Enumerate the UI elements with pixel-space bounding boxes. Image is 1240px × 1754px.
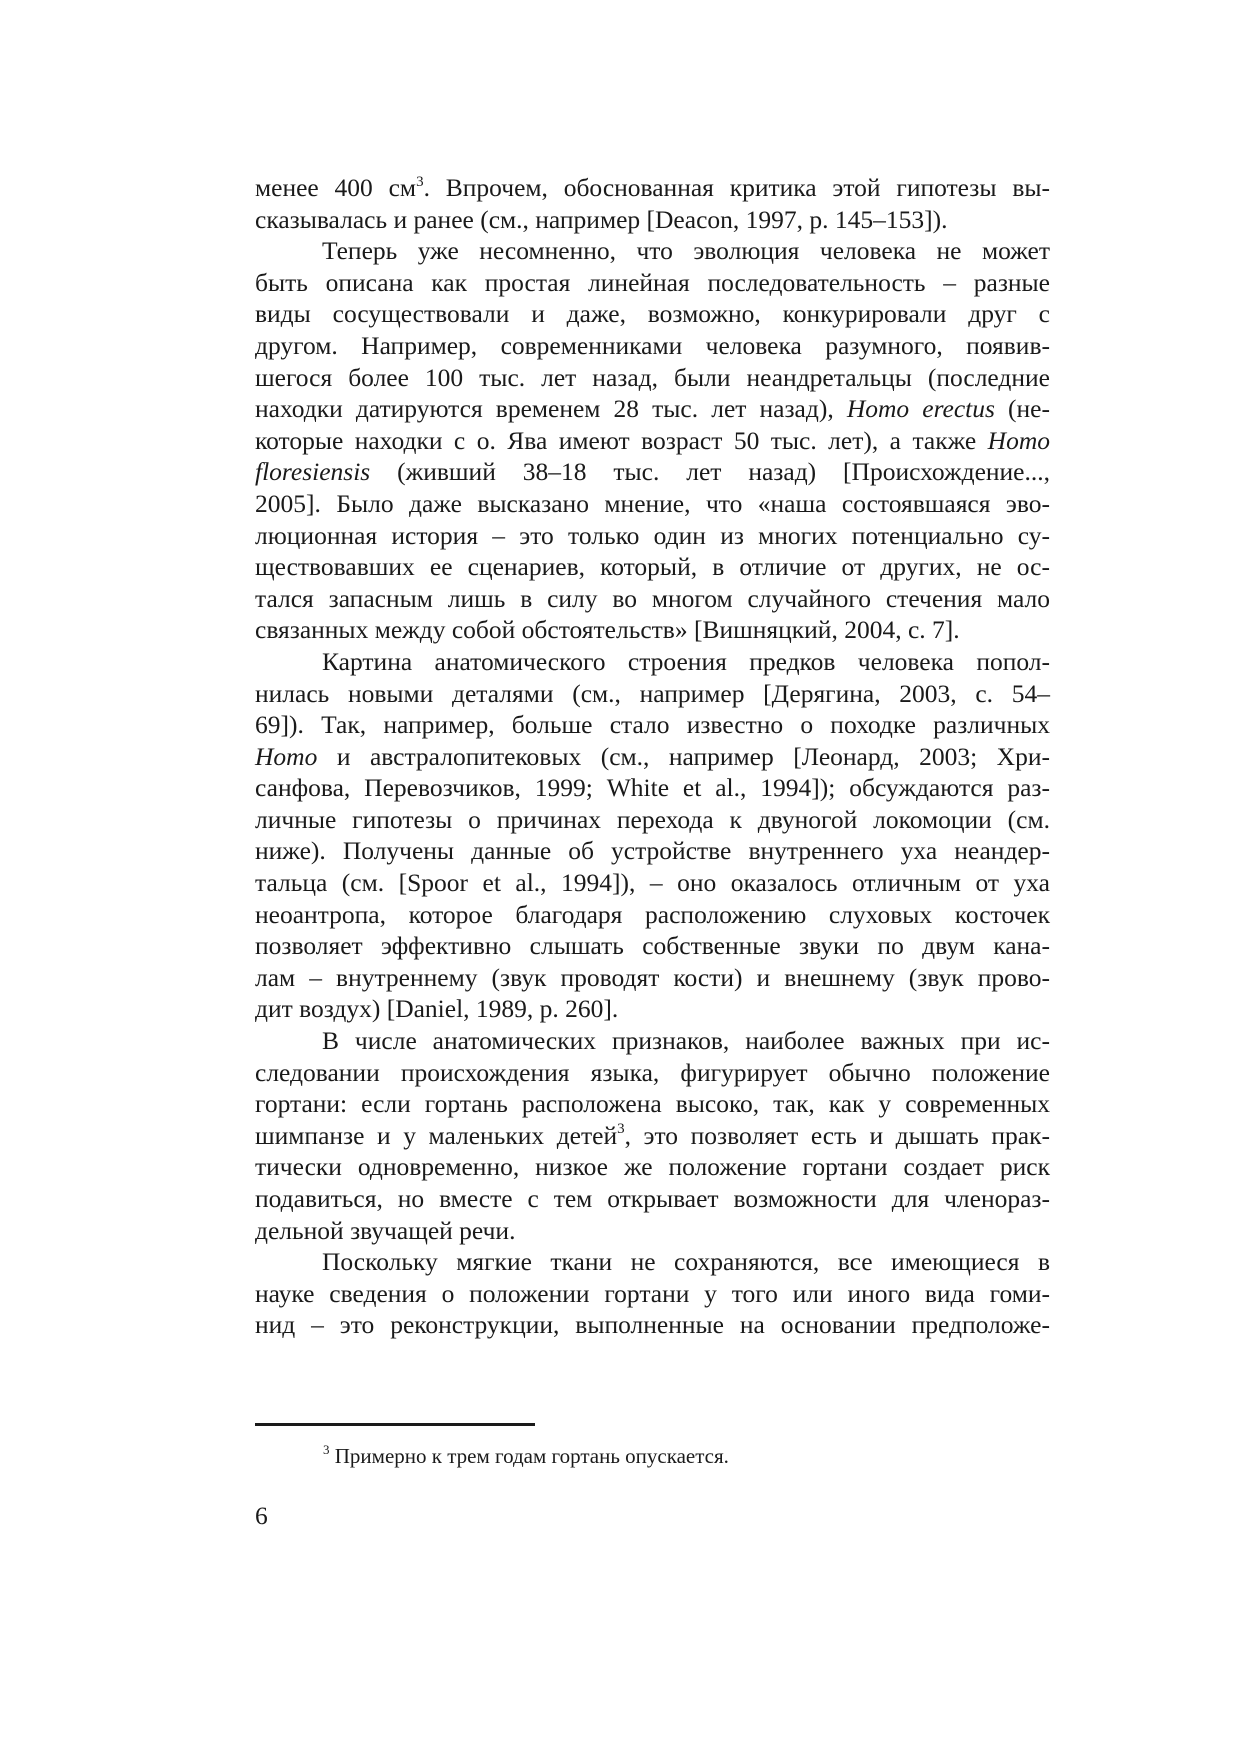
text-line: быть описана как простая линейная последовательность – разные <box>255 267 1050 297</box>
text-line: тически одновременно, низкое же положение гортани создает риск <box>255 1152 1050 1182</box>
footnote-marker: 3 <box>323 1442 330 1457</box>
footnote <box>323 1443 729 1469</box>
text-line: floresiensis (живший 38–18 тыс. лет назад) [Происхождение..., <box>255 457 1050 487</box>
page-number: 6 <box>255 1501 268 1530</box>
text-line: дельной звучащей речи. <box>255 1215 516 1245</box>
text-line: другом. Например, современниками человека разумного, появив- <box>255 330 1050 360</box>
body-text <box>255 172 1050 1341</box>
species-name: Homo erectus <box>846 394 995 424</box>
text-line: 2005]. Было даже высказано мнение, что «наша состоявшаяся эво- <box>255 488 1050 518</box>
text-line: науке сведения о положении гортани у того или иного вида гоми- <box>255 1278 1050 1308</box>
text-line: шегося более 100 тыс. лет назад, были неандретальцы (последние <box>255 362 1050 392</box>
text-line: дит воздух) [Daniel, 1989, p. 260]. <box>255 994 619 1024</box>
text-line: тальца (см. [Spoor et al., 1994]), – оно оказалось отличным от уха <box>255 868 1050 898</box>
footnote-ref: 3 <box>416 173 424 190</box>
text-line: связанных между собой обстоятельств» [Вишняцкий, 2004, с. 7]. <box>255 615 960 645</box>
footnote-separator <box>255 1423 535 1426</box>
paragraph <box>255 172 1050 235</box>
text-line: Картина анатомического строения предков человека попол- <box>322 646 1050 676</box>
text-line: Теперь уже несомненно, что эволюция человека не может <box>322 236 1050 266</box>
species-name: Homo <box>255 741 318 771</box>
paragraph <box>255 235 1050 646</box>
text-line: которые находки с о. Ява имеют возраст 50 тыс. лет), а также Homo <box>255 425 1050 455</box>
text-line: ниже). Получены данные об устройстве внутреннего уха неандер- <box>255 836 1050 866</box>
text-line: виды сосуществовали и даже, возможно, конкурировали друг с <box>255 299 1050 329</box>
footnote-text: Примерно к трем годам гортань опускается. <box>329 1444 729 1468</box>
text-line: подавиться, но вместе с тем открывает возможности для членораз- <box>255 1184 1050 1213</box>
text-line: личные гипотезы о причинах перехода к двуногой локомоции (см. <box>255 804 1050 834</box>
text-line: шимпанзе и у маленьких детей$^3$, это позволяет есть и дышать прак- <box>255 1120 1050 1150</box>
text-line: неоантропа, которое благодаря расположению слуховых косточек <box>255 899 1050 929</box>
text-line: позволяет эффективно слышать собственные звуки по двум кана- <box>255 931 1050 961</box>
text-line: тался запасным лишь в силу во многом случайного стечения мало <box>255 583 1050 613</box>
text-line: следовании происхождения языка, фигурирует обычно положение <box>255 1057 1050 1087</box>
text-line: В числе анатомических признаков, наиболее важных при ис- <box>322 1026 1050 1056</box>
text-line: нид – это реконструкции, выполненные на основании предположе- <box>255 1310 1050 1340</box>
text-line: 69]). Так, например, больше стало известно о походке различных <box>255 710 1050 740</box>
footnote-ref: 3 <box>617 1121 625 1138</box>
text-line: нилась новыми деталями (см., например [Дерягина, 2003, с. 54– <box>255 678 1050 708</box>
text-line: люционная история – это только один из многих потенциально су- <box>255 520 1050 550</box>
species-name: Homo <box>987 425 1050 455</box>
text-line: менее 400 $см^3$. Впрочем, обоснованная критика этой гипотезы вы- <box>255 173 1050 202</box>
text-line: ществовавших ее сценариев, который, в отличие от других, не ос- <box>255 552 1050 582</box>
paragraph <box>255 1246 1050 1341</box>
text-line: лам – внутреннему (звук проводят кости) и внешнему (звук прово- <box>255 962 1050 992</box>
paragraph <box>255 1025 1050 1246</box>
text-line: гортани: если гортань расположена высоко, так, как у современных <box>255 1089 1050 1119</box>
paragraph <box>255 646 1050 1025</box>
text-line: находки датируются временем 28 тыс. лет назад), Homo erectus (не- <box>255 394 1050 424</box>
species-name: floresiensis <box>255 457 371 487</box>
text-line: сказывалась и ранее (см., например [Deacon, 1997, p. 145–153]). <box>255 204 948 234</box>
text-line: Homo и австралопитековых (см., например [Леонард, 2003; Хри- <box>255 741 1050 771</box>
text-line: Поскольку мягкие ткани не сохраняются, все имеющиеся в <box>322 1247 1050 1277</box>
text-line: санфова, Перевозчиков, 1999; White et al., 1994]); обсуждаются раз- <box>255 773 1050 803</box>
